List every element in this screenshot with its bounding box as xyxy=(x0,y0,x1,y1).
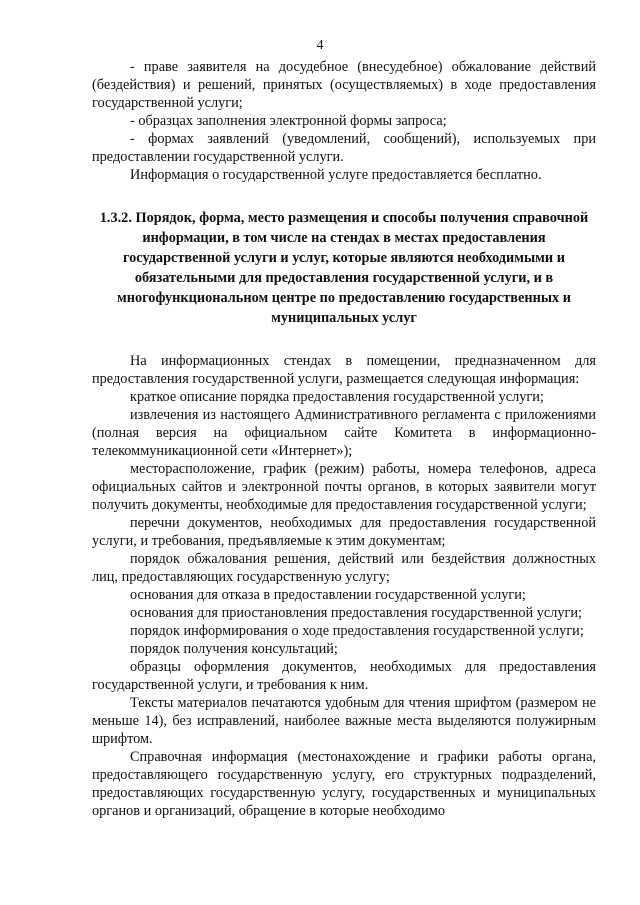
list-item-progress-info: порядок информирования о ходе предоставления государственной услуги; xyxy=(130,623,584,639)
paragraph-application-forms: - формах заявлений (уведомлений, сообщений), используемых при предоставлении государственной услуги. xyxy=(92,131,596,165)
list-item-regulation-extracts: извлечения из настоящего Административного регламента с приложениями (полная версия на официальном сайте Комитета в информационно-телекоммуникационной сети «Интернет»); xyxy=(92,407,596,459)
paragraph-font-requirements: Тексты материалов печатаются удобным для чтения шрифтом (размером не меньше 14), без исправлений, наиболее важные места выделяются полужирным шрифтом. xyxy=(92,695,596,747)
paragraph-form-samples: - образцах заполнения электронной формы запроса; xyxy=(130,113,447,129)
paragraph-free-of-charge: Информация о государственной услуге предоставляется бесплатно. xyxy=(130,167,542,183)
paragraph-reference-info: Справочная информация (местонахождение и графики работы органа, предоставляющего государственную услугу, его структурных подразделений, предоставляющих государственную услугу, государственных и муниципальных органов и организаций, обращение в которые необходимо xyxy=(92,749,596,819)
list-item-description: краткое описание порядка предоставления государственной услуги; xyxy=(130,389,544,405)
list-item-locations-schedule: месторасположение, график (режим) работы, номера телефонов, адреса официальных сайтов и электронной почты органов, в которых заявители могут получить документы, необходимые для предоставления государственной услуги; xyxy=(92,461,596,513)
list-item-suspension-grounds: основания для приостановления предоставления государственной услуги; xyxy=(130,605,583,621)
list-item-consultations: порядок получения консультаций; xyxy=(130,641,338,657)
section-heading: 1.3.2. Порядок, форма, место размещения и способы получения справочной информации, в том числе на стендах в местах предоставления государственной услуги и услуг, которые являются необходимыми и обязательными для предоставления государственной услуги, и в многофункциональном центре по предоставлению государственных и муниципальных услуг xyxy=(99,210,589,326)
list-item-document-lists: перечни документов, необходимых для предоставления государственной услуги, и требования, предъявляемые к этим документам; xyxy=(92,515,596,549)
paragraph-appeal-right: - праве заявителя на досудебное (внесудебное) обжалование действий (бездействия) и решений, принятых (осуществляемых) в ходе предоставления государственной услуги; xyxy=(92,59,596,111)
list-item-appeal-procedure: порядок обжалования решения, действий или бездействия должностных лиц, предоставляющих государственную услугу; xyxy=(92,551,596,585)
page-number: 4 xyxy=(316,38,324,53)
list-item-document-samples: образцы оформления документов, необходимых для предоставления государственной услуги, и требования к ним. xyxy=(92,659,596,693)
paragraph-stands-intro: На информационных стендах в помещении, предназначенном для предоставления государственной услуги, размещается следующая информация: xyxy=(92,353,596,387)
page-content xyxy=(92,58,596,820)
list-item-refusal-grounds: основания для отказа в предоставлении государственной услуги; xyxy=(130,587,526,603)
